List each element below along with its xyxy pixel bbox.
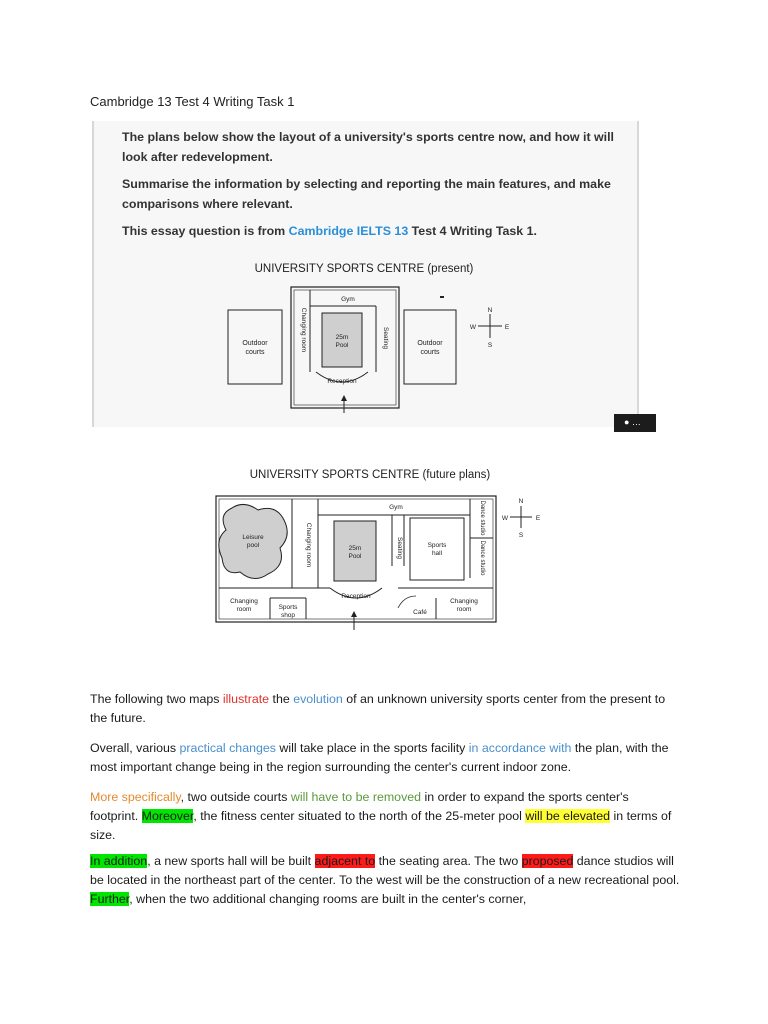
present-compass-w: W bbox=[469, 324, 477, 331]
essay-paragraph-3 bbox=[90, 788, 680, 845]
future-compass-w: W bbox=[501, 515, 509, 522]
text-run: , a new sports hall will be built bbox=[147, 854, 315, 868]
present-dot-mark bbox=[440, 296, 444, 298]
text-run: in order to expand the sports center's footprint. bbox=[90, 790, 629, 823]
future-cafe-label: Café bbox=[413, 609, 427, 616]
present-changing-label: Changing room bbox=[300, 307, 307, 353]
present-compass-e: E bbox=[504, 324, 510, 331]
text-run: Overall, various bbox=[90, 741, 180, 755]
future-changing-right-label-1: Changing bbox=[450, 598, 478, 605]
present-reception-label: Reception bbox=[327, 378, 357, 385]
highlight-phrase-more-specifically: More specifically bbox=[90, 790, 181, 804]
marker-further: Further bbox=[90, 892, 130, 906]
marker-moreover: Moreover bbox=[141, 809, 194, 823]
future-reception-label: Reception bbox=[341, 593, 371, 600]
text-run: , two outside courts bbox=[180, 790, 291, 804]
question-line-2: Summarise the information by selecting and reporting the main features, and make comparisons where relevant. bbox=[122, 177, 611, 211]
question-line-1: The plans below show the layout of a university's sports centre now, and how it will look after redevelopment. bbox=[122, 130, 614, 164]
text-run: , the fitness center situated to the north of the 25-meter pool bbox=[193, 809, 526, 823]
future-pool-label-2: Pool bbox=[348, 553, 362, 560]
essay-paragraph-1 bbox=[90, 690, 680, 728]
highlight-word-evolution: evolution bbox=[293, 692, 343, 706]
future-changing-label: Changing room bbox=[305, 522, 312, 568]
future-changing-left-label-1: Changing bbox=[230, 598, 258, 605]
essay-paragraph-2 bbox=[90, 739, 680, 777]
future-sports-hall-label-1: Sports bbox=[427, 542, 447, 549]
future-cafe-door bbox=[398, 596, 416, 608]
text-run: in terms of size. bbox=[90, 809, 672, 842]
text-run: dance studios will be located in the northeast part of the center. To the west will be the construction of a new recreational pool. bbox=[90, 854, 680, 887]
future-leisure-label-1: Leisure bbox=[242, 534, 264, 541]
present-outdoor-right-label-2: courts bbox=[420, 349, 440, 356]
present-map bbox=[228, 263, 510, 413]
future-sports-hall bbox=[410, 518, 464, 580]
question-source-prefix: This essay question is from bbox=[122, 224, 289, 238]
highlight-phrase-in-accordance-with: in accordance with bbox=[468, 741, 572, 755]
present-gym-label: Gym bbox=[341, 296, 355, 303]
future-map-title: UNIVERSITY SPORTS CENTRE (future plans) bbox=[249, 469, 491, 481]
present-pool-label-2: Pool bbox=[335, 342, 349, 349]
future-compass-icon bbox=[502, 498, 541, 539]
present-compass-icon bbox=[470, 307, 510, 349]
text-run: will take place in the sports facility bbox=[275, 741, 469, 755]
present-seating-label: Seating bbox=[382, 326, 389, 350]
essay-paragraph-4 bbox=[90, 852, 680, 909]
highlight-phrase-will-have-to-be-removed: will have to be removed bbox=[290, 790, 422, 804]
marker-proposed: proposed bbox=[521, 854, 574, 868]
question-source-suffix: Test 4 Writing Task 1. bbox=[408, 224, 537, 238]
future-sports-hall-label-2: hall bbox=[431, 550, 443, 557]
future-changing-left-label-2: room bbox=[236, 606, 252, 613]
future-compass-s: S bbox=[518, 532, 524, 539]
future-gym-label: Gym bbox=[389, 504, 403, 511]
marker-in-addition: In addition bbox=[90, 854, 148, 868]
future-leisure-label-2: pool bbox=[246, 542, 260, 549]
present-outdoor-courts-right bbox=[404, 310, 456, 384]
text-run: the plan, with the most important change being in the region surrounding the center's current indoor zone. bbox=[90, 741, 669, 774]
future-seating-label: Seating bbox=[396, 536, 403, 560]
text-run: of an unknown university sports center from the present to the future. bbox=[90, 692, 666, 725]
future-compass-n: N bbox=[518, 498, 524, 505]
highlight-phrase-practical-changes: practical changes bbox=[179, 741, 276, 755]
present-outdoor-left-label-1: Outdoor bbox=[242, 340, 268, 347]
future-shop-label-2: shop bbox=[280, 612, 296, 619]
present-compass-s: S bbox=[487, 342, 493, 349]
future-shop-label-1: Sports bbox=[278, 604, 298, 611]
future-map bbox=[216, 469, 541, 630]
present-outdoor-courts-left bbox=[228, 310, 282, 384]
text-run: the seating area. The two bbox=[375, 854, 522, 868]
future-pool-label-1: 25m bbox=[348, 545, 362, 552]
text-run: , when the two additional changing rooms are built in the center's corner, bbox=[129, 892, 527, 906]
future-dance-top-label: Dance studio bbox=[479, 500, 485, 536]
future-compass-e: E bbox=[535, 515, 541, 522]
highlight-word-illustrate: illustrate bbox=[222, 692, 270, 706]
present-pool-label-1: 25m bbox=[335, 334, 349, 341]
marker-adjacent-to: adjacent to bbox=[314, 854, 376, 868]
future-changing-right-label-2: room bbox=[456, 606, 472, 613]
present-outdoor-left-label-2: courts bbox=[245, 349, 265, 356]
cambridge-ielts-link[interactable]: Cambridge IELTS 13 bbox=[288, 224, 409, 238]
present-outdoor-right-label-1: Outdoor bbox=[417, 340, 443, 347]
text-run: the bbox=[269, 692, 294, 706]
present-map-title: UNIVERSITY SPORTS CENTRE (present) bbox=[254, 263, 474, 275]
present-compass-n: N bbox=[487, 307, 493, 314]
marker-will-be-elevated: will be elevated bbox=[525, 809, 611, 823]
future-dance-bottom-label: Dance studio bbox=[479, 540, 485, 576]
document-title: Cambridge 13 Test 4 Writing Task 1 bbox=[90, 94, 295, 109]
player-controls-icon: ● … bbox=[624, 417, 641, 427]
text-run: The following two maps bbox=[90, 692, 223, 706]
